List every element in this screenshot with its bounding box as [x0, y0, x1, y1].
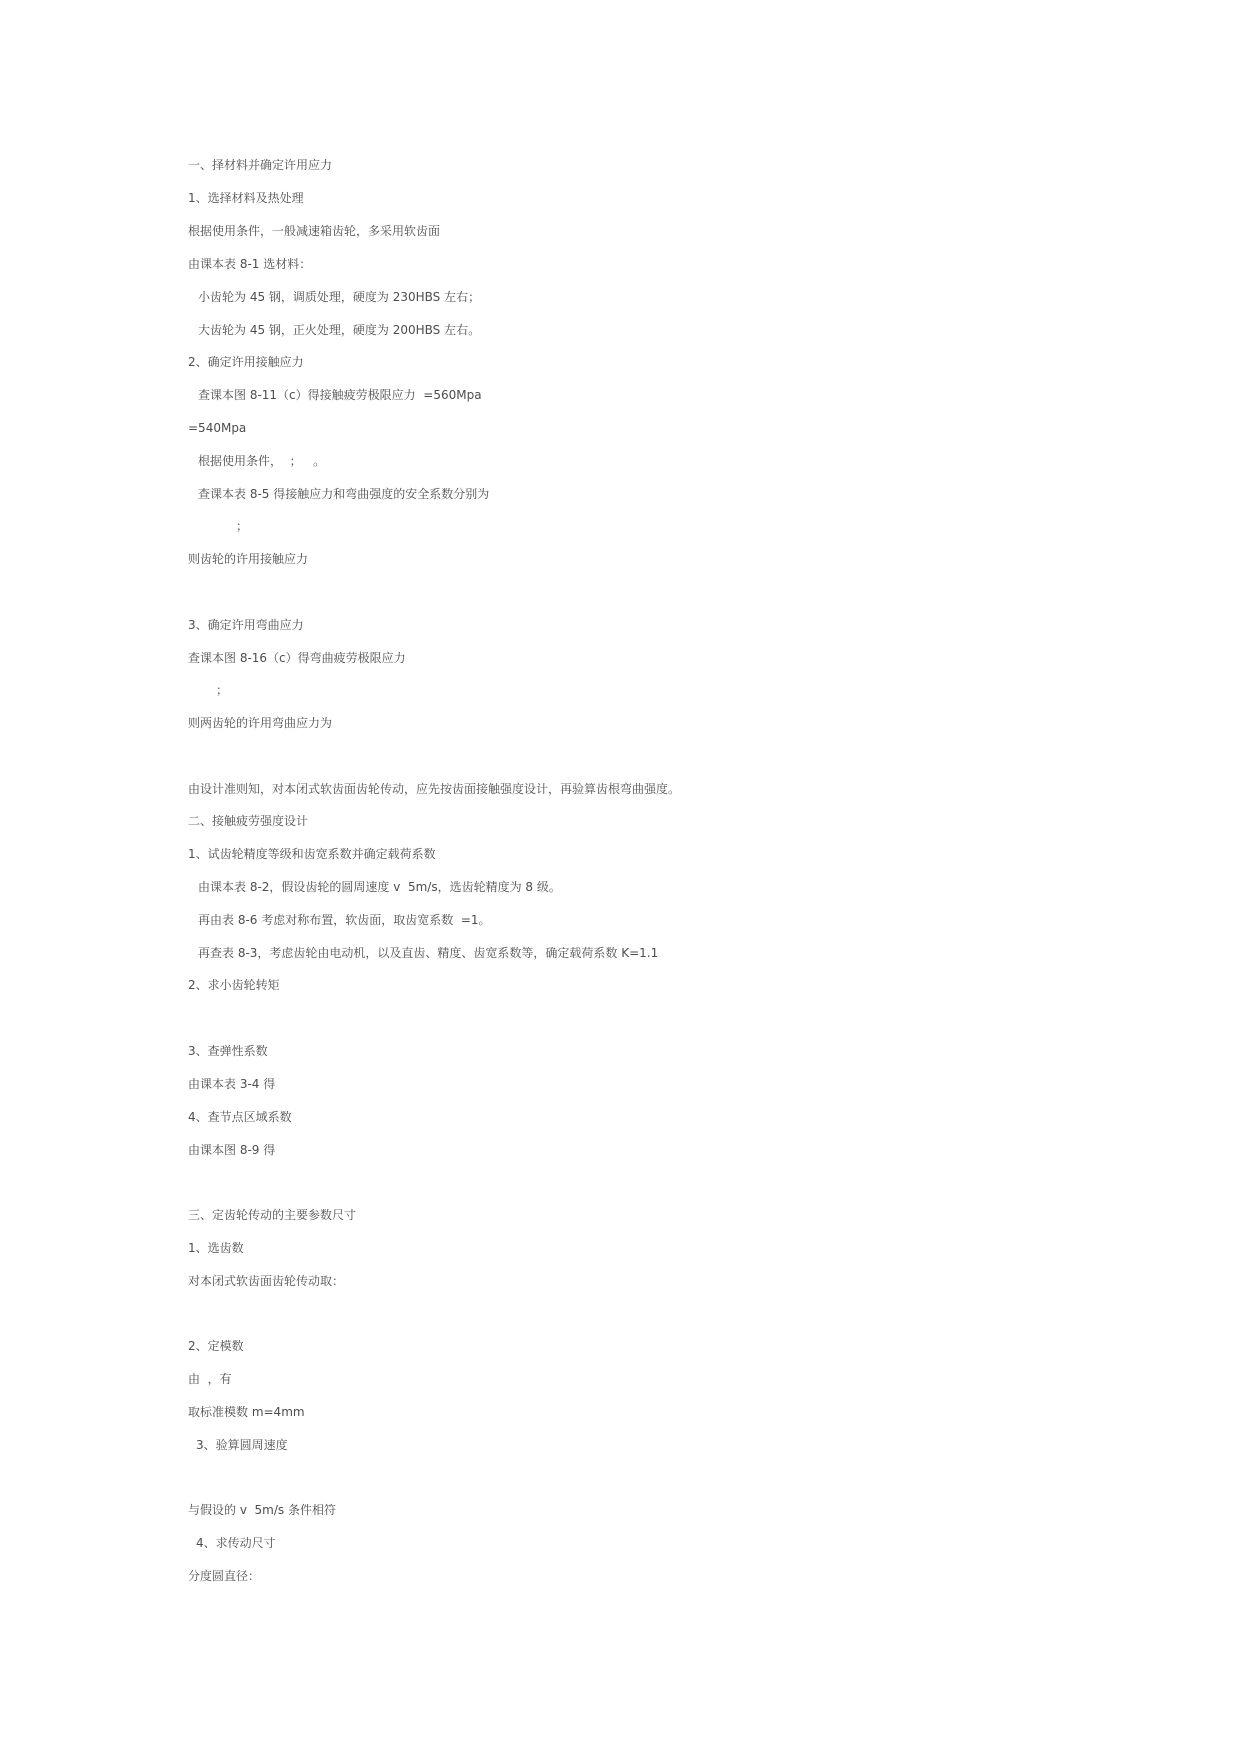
subsection-heading: 2、定模数: [188, 1339, 244, 1353]
subsection-heading: 3、验算圆周速度: [196, 1438, 288, 1452]
paragraph-line: 再查表 8-3，考虑齿轮由电动机，以及直齿、精度、齿宽系数等，确定载荷系数 K=1.1: [198, 946, 659, 960]
paragraph-line: 由 ，有: [188, 1372, 232, 1386]
subsection-heading: 1、选择材料及热处理: [188, 191, 304, 205]
paragraph-line: ；: [216, 683, 229, 697]
paragraph-line: 查课本图 8-11（c）得接触疲劳极限应力 =560Mpa: [198, 388, 482, 402]
paragraph-line: 与假设的 v 5m/s 条件相符: [188, 1503, 336, 1517]
subsection-heading: 1、试齿轮精度等级和齿宽系数并确定载荷系数: [188, 847, 436, 861]
paragraph-line: 查课本表 8-5 得接触应力和弯曲强度的安全系数分别为: [198, 487, 490, 501]
paragraph-line: 则齿轮的许用接触应力: [188, 552, 309, 566]
paragraph-line: =540Mpa: [188, 421, 247, 435]
subsection-heading: 2、求小齿轮转矩: [188, 978, 280, 992]
paragraph-line: 小齿轮为 45 钢，调质处理，硬度为 230HBS 左右；: [198, 290, 481, 304]
subsection-heading: 3、查弹性系数: [188, 1044, 268, 1058]
section-heading-1: 一、择材料并确定许用应力: [188, 158, 333, 172]
paragraph-line: 根据使用条件，一般减速箱齿轮，多采用软齿面: [188, 224, 441, 238]
paragraph-line: 分度圆直径：: [188, 1569, 261, 1583]
paragraph-line: 由课本表 8-1 选材料：: [188, 257, 312, 271]
subsection-heading: 4、查节点区域系数: [188, 1110, 292, 1124]
subsection-heading: 2、确定许用接触应力: [188, 355, 304, 369]
section-heading-3: 三、定齿轮传动的主要参数尺寸: [188, 1208, 357, 1222]
paragraph-line: 取标准模数 m=4mm: [188, 1405, 305, 1419]
paragraph-line: 由课本表 8-2，假设齿轮的圆周速度 v 5m/s，选齿轮精度为 8 级。: [198, 880, 561, 894]
section-heading-2: 二、接触疲劳强度设计: [188, 814, 309, 828]
subsection-heading: 3、确定许用弯曲应力: [188, 618, 304, 632]
paragraph-line: 则两齿轮的许用弯曲应力为: [188, 716, 333, 730]
paragraph-line: 由课本表 3-4 得: [188, 1077, 276, 1091]
paragraph-line: ；: [236, 519, 249, 533]
paragraph-line: 查课本图 8-16（c）得弯曲疲劳极限应力: [188, 651, 406, 665]
paragraph-line: 由设计准则知，对本闭式软齿面齿轮传动，应先按齿面接触强度设计，再验算齿根弯曲强度。: [188, 782, 681, 796]
subsection-heading: 1、选齿数: [188, 1241, 244, 1255]
paragraph-line: 大齿轮为 45 钢，正火处理，硬度为 200HBS 左右。: [198, 323, 481, 337]
paragraph-line: 对本闭式软齿面齿轮传动取：: [188, 1274, 345, 1288]
paragraph-line: 根据使用条件， ； 。: [198, 454, 326, 468]
paragraph-line: 再由表 8-6 考虑对称布置，软齿面，取齿宽系数 =1。: [198, 913, 491, 927]
paragraph-line: 由课本图 8-9 得: [188, 1143, 276, 1157]
subsection-heading: 4、求传动尺寸: [196, 1536, 276, 1550]
